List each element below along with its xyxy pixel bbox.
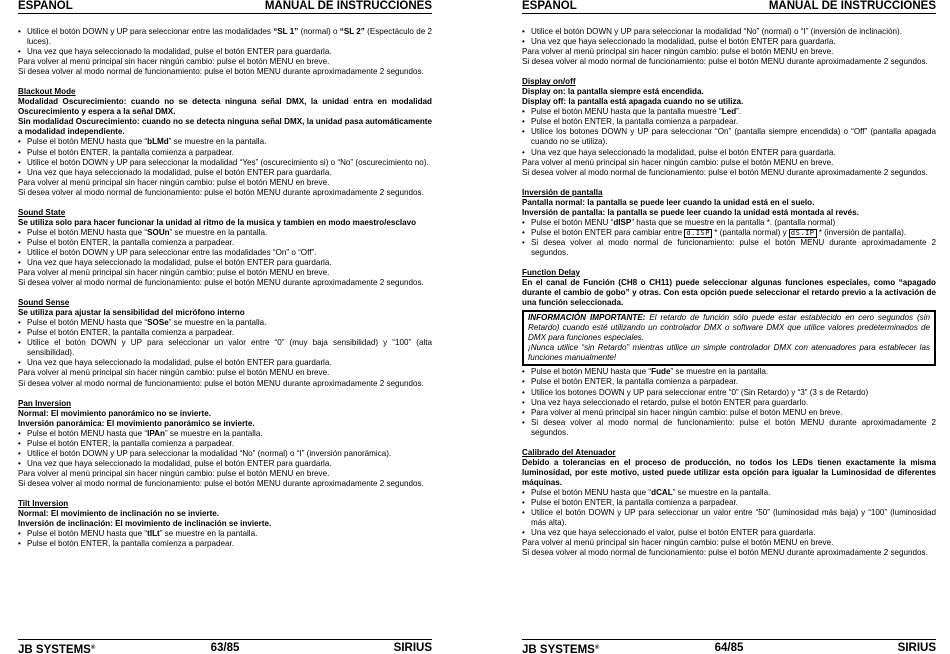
paragraph: Si desea volver al modo normal de funcionamiento: pulse el botón MENU durante aproximadamente 2 segundos. — [522, 57, 928, 67]
paragraph: Si desea volver al modo normal de funcionamiento: pulse el botón MENU durante aproximadamente 2 segundos. — [522, 548, 928, 558]
list-item: • Una vez que haya seleccionado la modalidad, pulse el botón ENTER para guardarla. — [18, 168, 432, 178]
list-item: • Utilice el botón DOWN y UP para seleccionar un valor entre “50” (luminosidad más baja) y “100” (luminosidad más alta). — [522, 508, 936, 528]
paragraph: Para volver al menú principal sin hacer ningún cambio: pulse el botón MENU en breve. — [18, 268, 330, 278]
section-title-dimmer-calibration: Calibrado del Atenuador — [522, 447, 616, 457]
footer-page-number: 63/85 — [210, 642, 240, 654]
header-language: ESPAÑOL — [522, 0, 577, 12]
page-header — [18, 0, 432, 14]
paragraph: Si desea volver al modo normal de funcionamiento: pulse el botón MENU durante aproximadamente 2 segundos. — [18, 278, 424, 288]
list-item: • Pulse el botón ENTER para cambiar entre d.ISP * (pantalla normal) y dS.IP * (inversión de pantalla). — [522, 228, 936, 238]
list-item: • Una vez que haya seleccionado la modalidad, pulse el botón ENTER para guardarla. — [18, 47, 432, 57]
left-page — [18, 0, 432, 654]
bold-paragraph: Se utiliza para ajustar la sensibilidad del micrófono interno — [18, 308, 245, 318]
footer-model: SIRIUS — [897, 642, 936, 654]
list-item: • Pulse el botón MENU hasta que “bLMd” se muestre en la pantalla. — [18, 137, 432, 147]
section-title-blackout-mode: Blackout Mode — [18, 87, 76, 97]
list-item: • Utilice el botón DOWN y UP para seleccionar la modalidad “No” (normal) o “I” (inversión panorámica). — [18, 449, 432, 459]
footer-model: SIRIUS — [393, 642, 432, 654]
bold-paragraph: Normal: El movimiento panorámico no se invierte. — [18, 408, 211, 418]
bold-paragraph: Se utiliza solo para hacer funcionar la unidad al ritmo de la musica y tambien en modo maestro/esclavo — [18, 217, 417, 227]
note-paragraph: ¡Nunca utilice “sin Retardo” mientras utilice un simple controlador DMX con atenuadores para establecer las funciones manualmente! — [528, 343, 930, 363]
list-item: • Una vez haya seleccionado el retardo, pulse el botón ENTER para guardarlo. — [522, 398, 936, 408]
list-item: • Pulse el botón MENU hasta que “Fude” se muestre en la pantalla. — [522, 367, 936, 377]
list-item: • Pulse el botón ENTER, la pantalla comienza a parpadear. — [522, 377, 936, 387]
list-item: • Una vez que haya seleccionado la modalidad, pulse el botón ENTER para guardarla. — [522, 37, 936, 47]
list-item: • Una vez que haya seleccionado la modalidad, pulse el botón ENTER para guardarla. — [18, 459, 432, 469]
list-item: • Utilice los botones DOWN y UP para seleccionar entre “0” (Sin Retardo) y “3” (3 s de Retardo) — [522, 388, 936, 398]
list-item: • Pulse el botón ENTER, la pantalla comienza a parpadear. — [18, 439, 432, 449]
section-title-function-delay: Function Delay — [522, 267, 581, 277]
list-item: • Utilice los botones DOWN y UP para seleccionar “On” (pantalla siempre encendida) o “Off” (pantalla apagada cuando no se utiliza). — [522, 127, 936, 147]
paragraph: Para volver al menú principal sin hacer ningún cambio: pulse el botón MENU en breve. — [522, 538, 834, 548]
paragraph: Si desea volver al modo normal de funcionamiento: pulse el botón MENU durante aproximadamente 2 segundos. — [18, 478, 424, 488]
list-item: • Utilice el botón DOWN y UP para seleccionar un valor entre “0” (muy baja sensibilidad) y “100” (alta sensibilidad). — [18, 338, 432, 358]
list-item: • Pulse el botón MENU “dISP” hasta que se muestre en la pantalla *. (pantalla normal) — [522, 218, 936, 228]
list-item: • Una vez que haya seleccionado la modalidad, pulse el botón ENTER para guardarla. — [522, 148, 936, 158]
paragraph: Para volver al menú principal sin hacer ningún cambio: pulse el botón MENU en breve. — [18, 177, 330, 187]
list-item: • Pulse el botón ENTER, la pantalla comienza a parpadear. — [18, 328, 432, 338]
paragraph: Para volver al menú principal sin hacer ningún cambio: pulse el botón MENU en breve. — [522, 157, 834, 167]
bold-paragraph: Inversión de inclinación: El movimiento de inclinación se invierte. — [18, 519, 272, 529]
list-item: • Pulse el botón MENU hasta que “IPAn” se muestre en la pantalla. — [18, 429, 432, 439]
list-item: • Pulse el botón MENU hasta que “SOSe” se muestre en la pantalla. — [18, 318, 432, 328]
page-body — [18, 27, 432, 549]
page-footer — [18, 639, 432, 654]
bold-paragraph: Sin modalidad Oscurecimiento: cuando no se detecta ninguna señal DMX, la unidad pasa automáticamente a modalidad independiente. — [18, 117, 432, 137]
section-title-display-inversion: Inversión de pantalla — [522, 187, 603, 197]
footer-brand: JB SYSTEMS® — [18, 644, 96, 654]
bold-paragraph: Inversión panorámica: El movimiento panorámico se invierte. — [18, 418, 255, 428]
bold-paragraph: Inversión de pantalla: la pantalla se puede leer cuando la unidad está montada al revés. — [522, 207, 859, 217]
section-title-pan-inversion: Pan Inversion — [18, 398, 72, 408]
bold-paragraph: Debido a tolerancias en el proceso de producción, no todos los LEDs tienen exactamente la misma luminosidad, por este motivo, usted puede utilizar esta opción para igualar la Luminosidad de diferentes máquinas. — [522, 457, 936, 487]
paragraph: Para volver al menú principal sin hacer ningún cambio: pulse el botón MENU en breve. — [18, 368, 330, 378]
page-body — [522, 27, 936, 558]
bold-paragraph: Display off: la pantalla está apagada cuando no se utiliza. — [522, 97, 744, 107]
section-title-sound-state: Sound State — [18, 207, 66, 217]
section-title-display-on-off: Display on/off — [522, 77, 576, 87]
bold-paragraph: Normal: El movimiento de inclinación no se invierte. — [18, 509, 220, 519]
footer-brand: JB SYSTEMS® — [522, 644, 600, 654]
list-item: • Pulse el botón ENTER, la pantalla comienza a parpadear. — [522, 117, 936, 127]
list-item: • Una vez que haya seleccionado la modalidad, pulse el botón ENTER para guardarla. — [18, 258, 432, 268]
list-item: • Una vez que haya seleccionado la modalidad, pulse el botón ENTER para guardarla. — [18, 358, 432, 368]
important-note-box — [522, 310, 936, 366]
paragraph: Para volver al menú principal sin hacer ningún cambio: pulse el botón MENU en breve. — [522, 47, 834, 57]
list-item: • Pulse el botón MENU hasta que “dCAL” se muestre en la pantalla. — [522, 488, 936, 498]
list-item: • Para volver al menú principal sin hacer ningún cambio: pulse el botón MENU en breve. — [522, 408, 936, 418]
list-item: • Si desea volver al modo normal de funcionamiento: pulse el botón MENU durante aproximadamente 2 segundos. — [522, 238, 936, 258]
list-item: • Utilice el botón DOWN y UP para seleccionar entre las modalidades “SL 1” (normal) o “SL 2” (Espectáculo de 2 luces). — [18, 27, 432, 47]
paragraph: Si desea volver al modo normal de funcionamiento: pulse el botón MENU durante aproximadamente 2 segundos. — [18, 187, 424, 197]
paragraph: Si desea volver al modo normal de funcionamiento: pulse el botón MENU durante aproximadamente 2 segundos. — [522, 167, 928, 177]
list-item: • Pulse el botón ENTER, la pantalla comienza a parpadear. — [522, 498, 936, 508]
section-title-sound-sense: Sound Sense — [18, 298, 70, 308]
bold-paragraph: Modalidad Oscurecimiento: cuando no se detecta ninguna señal DMX, la unidad entra en modalidad Oscurecimiento y espera a la señal DMX. — [18, 97, 432, 117]
paragraph: Para volver al menú principal sin hacer ningún cambio: pulse el botón MENU en breve. — [18, 468, 330, 478]
page-footer — [522, 639, 936, 654]
bold-paragraph: En el canal de Función (CH8 o CH11) puede seleccionar algunas funciones especiales, como “apagado durante el cambio de gobo” y otras. Con esta opción puede seleccionar el retardo previo a la activación de una función seleccionada. — [522, 278, 936, 308]
header-language: ESPAÑOL — [18, 0, 73, 12]
list-item: • Pulse el botón ENTER, la pantalla comienza a parpadear. — [18, 539, 432, 549]
page-header — [522, 0, 936, 14]
right-page — [522, 0, 936, 654]
list-item: • Pulse el botón ENTER, la pantalla comienza a parpadear. — [18, 148, 432, 158]
section-title-tilt-inversion: Tilt Inversion — [18, 498, 69, 508]
paragraph: Si desea volver al modo normal de funcionamiento: pulse el botón MENU durante aproximadamente 2 segundos. — [18, 67, 424, 77]
paragraph: Para volver al menú principal sin hacer ningún cambio: pulse el botón MENU en breve. — [18, 57, 330, 67]
list-item: • Si desea volver al modo normal de funcionamiento: pulse el botón MENU durante aproximadamente 2 segundos. — [522, 418, 936, 438]
header-title: MANUAL DE INSTRUCCIONES — [768, 0, 936, 12]
header-title: MANUAL DE INSTRUCCIONES — [264, 0, 432, 12]
list-item: • Pulse el botón MENU hasta que la pantalla muestre “Led”. — [522, 107, 936, 117]
paragraph: Si desea volver al modo normal de funcionamiento: pulse el botón MENU durante aproximadamente 2 segundos. — [18, 378, 424, 388]
footer-page-number: 64/85 — [714, 642, 744, 654]
list-item: • Una vez que haya seleccionado el valor, pulse el botón ENTER para guardarla. — [522, 528, 936, 538]
list-item: • Utilice el botón DOWN y UP para seleccionar la modalidad “Yes” (oscurecimiento si) o “No” (oscurecimiento no). — [18, 158, 432, 168]
lcd-display-normal: d.ISP — [686, 228, 710, 237]
bold-paragraph: Display on: la pantalla siempre está encendida. — [522, 87, 704, 97]
list-item: • Pulse el botón MENU hasta que “SOUn” se muestre en la pantalla. — [18, 228, 432, 238]
note-paragraph: INFORMACIÓN IMPORTANTE: El retardo de función sólo puede estar establecido en cero segundos (sin Retardo) cuando esté utilizando un controlador DMX o software DMX que utilice valores predeterminados de DMX para funciones especiales. — [528, 313, 931, 343]
list-item: • Utilice el botón DOWN y UP para seleccionar la modalidad “No” (normal) o “I” (inversión de inclinación). — [522, 27, 936, 37]
lcd-display-inverted: dS.IP — [790, 228, 815, 237]
list-item: • Utilice el botón DOWN y UP para seleccionar entre las modalidades “On” o “Off”. — [18, 248, 432, 258]
bold-paragraph: Pantalla normal: la pantalla se puede leer cuando la unidad está en el suelo. — [522, 197, 815, 207]
list-item: • Pulse el botón MENU hasta que “tILt” se muestre en la pantalla. — [18, 529, 432, 539]
list-item: • Pulse el botón ENTER, la pantalla comienza a parpadear. — [18, 238, 432, 248]
